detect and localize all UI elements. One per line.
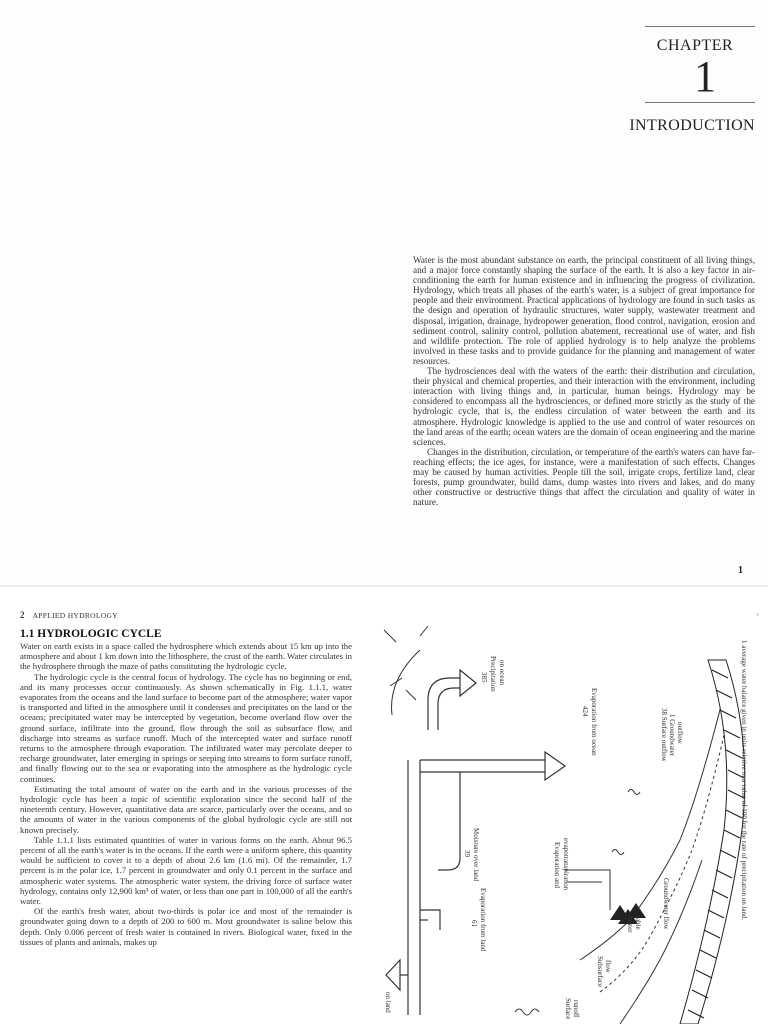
evap-land-value: 61 <box>470 920 478 927</box>
section-paragraph: Table 1.1.1 lists estimated quantities of water in various forms on the earth. About 96.5 percent of all the earth's water is in the oceans. If the earth were a uniform sphere, this quantity would be sufficient to cover it to a depth of about 2.6 km (1.6 mi). Of the remainder, 1.7 percent is in the polar ice, 1.7 percent in groundwater and only 0.1 percent in the surface and atmospheric water systems. The atmospheric water system, the driving force of surface water hydrology, contains only 12,900 km³ of water, or less than one part in 100,000 of all the earth's water. <box>20 834 352 907</box>
bedrock-band <box>680 660 745 1024</box>
intro-paragraph: Water is the most abundant substance on earth, the principal constituent of all living things, and a major force constantly shaping the surface of the earth. It is also a key factor in air-conditioning the earth for human existence and in influencing the progress of civilization. Hydrology, which treats all phases of the earth's water, is a subject of great importance for people and their environment. Practical applications of hydrology are found in such tasks as the design and operation of hydraulic structures, water supply, wastewater treatment and disposal, irrigation, drainage, hydropower generation, flood control, navigation, erosion and sediment control, salinity control, pollution abatement, recreational use of water, and fish and wildlife protection. The role of applied hydrology is to help analyze the problems involved in these tasks and to provide guidance for the planning and management of water resources. <box>413 255 755 366</box>
intro-paragraph: Changes in the distribution, circulation, or temperature of the earth's waters can have far-reaching effects; the ice ages, for instance, were a manifestation of such effects. Changes may be caused by human activities. People till the soil, irrigate crops, fertilize land, clear forests, pump groundwater, build dams, dump wastes into rivers and lakes, and do many other constructive or destructive things that affect the circulation and quality of water in nature. <box>413 446 755 508</box>
page-number: 1 <box>738 565 743 576</box>
running-head-title: APPLIED HYDROLOGY <box>32 611 118 620</box>
hydrologic-cycle-figure <box>380 620 750 1024</box>
groundwater-outflow-label-2: outflow <box>676 722 684 744</box>
section-paragraph: Estimating the total amount of water on the earth and in the various processes of the hydrologic cycle has been a topic of scientific exploration since the second half of the nineteenth century. However, quantitative data are scarce, particularly over the oceans, and so the amounts of water in the various components of the global hydrologic cycle are still not known precisely. <box>20 783 352 835</box>
page-number: 2 <box>20 610 25 620</box>
on-land-label: on land <box>384 992 392 1013</box>
section-paragraph: The hydrologic cycle is the central focus of hydrology. The cycle has no beginning or end, and its many processes occur continuously. As shown schematically in Fig. 1.1.1, water evaporates from the oceans and the land surface to become part of the atmosphere; water vapor is transported and lifted in the atmosphere until it condenses and precipitates on the land or the oceans; precipitated water may be intercepted by vegetation, become overland flow over the ground surface, infiltrate into the ground, flow through the soil as subsurface flow, and discharge into streams as surface runoff. Much of the intercepted water and surface runoff returns to the atmosphere through evaporation. The infiltrated water may percolate deeper to recharge groundwater, later emerging in springs or seeping into streams to form surface runoff, and finally flowing out to the sea or evaporating into the atmosphere as the hydrologic cycle continues. <box>20 671 352 784</box>
moisture-label: Moisture over land <box>472 828 480 882</box>
evap-ocean-value: 424 <box>581 706 589 717</box>
surface-runoff-label: Surface <box>564 998 572 1020</box>
section-heading: 1.1 HYDROLOGIC CYCLE <box>20 628 162 640</box>
precip-ocean-label-2: on ocean <box>498 660 506 686</box>
surface-runoff-label-2: runoff <box>572 1000 580 1018</box>
surface-outflow-label: 38 Surface outflow <box>660 708 668 762</box>
section-paragraph: Water on earth exists in a space called the hydrosphere which extends about 15 km up into the atmosphere and about 1 km down into the lithosphere, the crust of the earth. Water circulates in the hydrosphere through the maze of paths constituting the hydrologic cycle. <box>20 641 352 672</box>
groundwater-flow-label: Groundwater flow <box>662 878 670 930</box>
chapter-rule-top <box>645 26 755 27</box>
page-divider <box>0 585 768 587</box>
figure-caption: 1 average water balance given in units relative to a value of 100 for the rate of precipitation on land. <box>740 640 748 921</box>
sun-icon <box>384 626 428 715</box>
chapter-number: 1 <box>694 52 716 101</box>
precip-ocean-label: Precipitation <box>489 656 497 692</box>
water-table-label: Water <box>626 916 634 933</box>
chapter-rule-bottom <box>645 102 755 103</box>
chapter-title: INTRODUCTION <box>629 117 755 134</box>
evap-ocean-label: Evaporation from ocean <box>590 688 598 756</box>
subsurface-label-2: flow <box>604 960 612 973</box>
precip-ocean-value: 385 <box>480 672 488 683</box>
section-text <box>20 641 352 947</box>
evap-land-label: Evaporation from land <box>479 888 487 952</box>
evaporation-marks <box>515 790 640 1016</box>
intro-paragraph: The hydrosciences deal with the waters of the earth: their distribution and circulation, their physical and chemical properties, and their interaction with the environment, including interaction with living things and, in particular, human beings. Hydrology may be considered to encompass all the hydrosciences, or defined more strictly as the study of the hydrologic cycle, that is, the endless circulation of water between the earth and its atmosphere. Hydrologic knowledge is applied to the use and control of water resources on the land areas of the earth; ocean waters are the domain of ocean engineering and the marine sciences. <box>413 366 755 447</box>
section-paragraph: Of the earth's fresh water, about two-thirds is polar ice and most of the remainder is groundwater going down to a depth of 200 to 600 m. Most groundwater is saline below this depth. Only 0.006 percent of fresh water is contained in rivers. Biological water, fixed in the tissues of plants and animals, makes up <box>20 906 352 947</box>
evapotranspiration-label-2: evapotranspiration <box>562 838 570 891</box>
moisture-value: 39 <box>463 850 471 857</box>
groundwater-outflow-label: 1 Groundwater <box>668 714 676 757</box>
subsurface-label: Subsurface <box>596 956 604 988</box>
water-table-label-2: table <box>634 916 642 930</box>
evapotranspiration-label: Evaporation and <box>553 842 561 889</box>
running-head <box>20 610 118 620</box>
chapter-label: CHAPTER <box>656 37 734 54</box>
edge-mark: ' <box>757 612 759 622</box>
intro-text <box>413 255 755 507</box>
